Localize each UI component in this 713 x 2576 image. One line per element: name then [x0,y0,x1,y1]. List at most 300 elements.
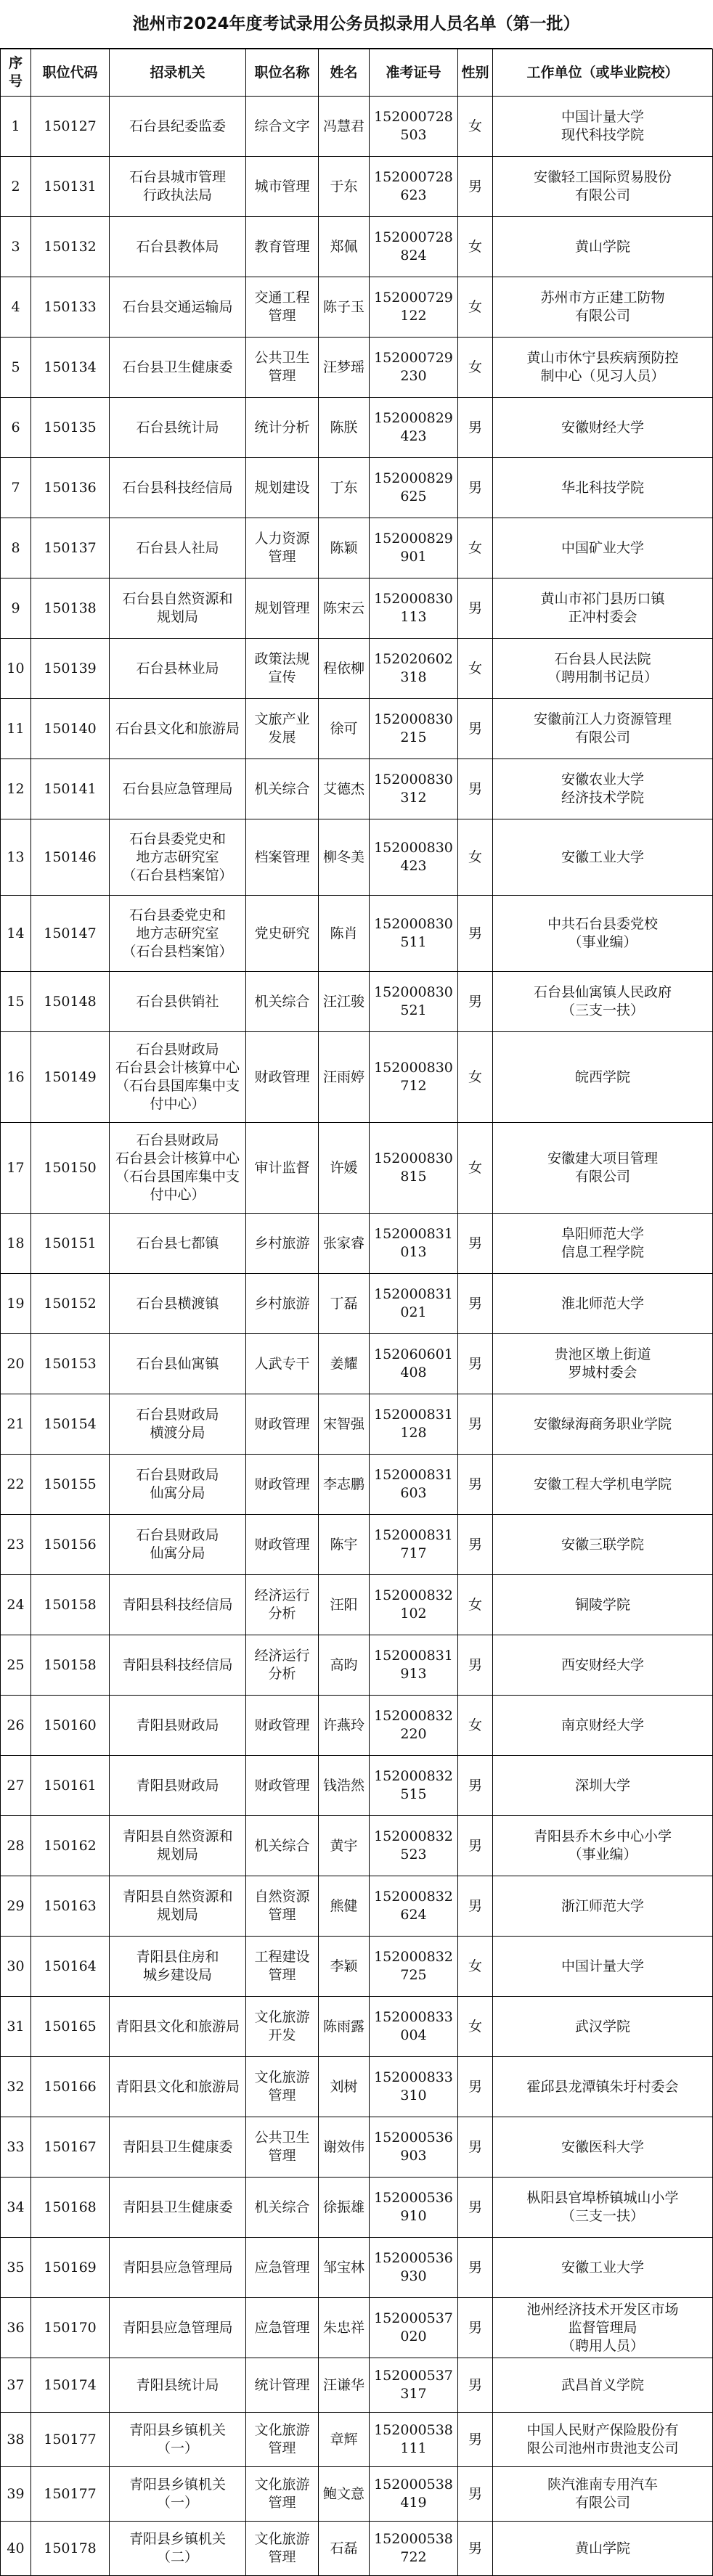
cell-gender: 男 [458,699,493,759]
cell-name: 汪阳 [319,1575,370,1635]
cell-unit: 安徽绿海商务职业学院 [493,1394,713,1455]
cell-name: 陈宋云 [319,578,370,639]
cell-position: 财政管理 [246,1394,319,1455]
cell-exam-number: 152000538722 [370,2522,458,2576]
cell-code: 150177 [31,2467,110,2522]
cell-gender: 男 [458,2298,493,2358]
table-row [1,1937,713,1997]
cell-name: 刘树 [319,2057,370,2117]
table-row [1,518,713,578]
cell-gender: 男 [458,759,493,819]
cell-gender: 男 [458,1394,493,1455]
cell-exam-number: 152020602318 [370,639,458,699]
table-row [1,1274,713,1334]
cell-gender: 女 [458,819,493,896]
cell-code: 150164 [31,1937,110,1997]
cell-agency: 石台县文化和旅游局 [110,699,246,759]
cell-agency: 石台县仙寓镇 [110,1334,246,1394]
cell-gender: 男 [458,2057,493,2117]
cell-name: 徐可 [319,699,370,759]
cell-unit: 西安财经大学 [493,1635,713,1696]
cell-unit: 池州经济技术开发区市场 监督管理局 （聘用人员） [493,2298,713,2358]
page-title: 池州市2024年度考试录用公务员拟录用人员名单（第一批） [0,0,712,49]
cell-exam-number: 152060601408 [370,1334,458,1394]
cell-seq: 20 [1,1334,31,1394]
cell-seq: 7 [1,458,31,518]
cell-agency: 石台县交通运输局 [110,277,246,338]
cell-exam-number: 152000829625 [370,458,458,518]
cell-exam-number: 152000729122 [370,277,458,338]
cell-code: 150151 [31,1214,110,1274]
cell-gender: 女 [458,217,493,277]
cell-position: 统计管理 [246,2358,319,2413]
cell-exam-number: 152000728824 [370,217,458,277]
cell-seq: 22 [1,1455,31,1515]
cell-code: 150155 [31,1455,110,1515]
cell-code: 150158 [31,1575,110,1635]
cell-position: 人武专干 [246,1334,319,1394]
cell-code: 150140 [31,699,110,759]
cell-code: 150141 [31,759,110,819]
cell-position: 政策法规宣传 [246,639,319,699]
cell-agency: 石台县财政局 石台县会计核算中心 （石台县国库集中支 付中心） [110,1123,246,1214]
cell-position: 公共卫生管理 [246,338,319,398]
cell-exam-number: 152000831603 [370,1455,458,1515]
cell-seq: 17 [1,1123,31,1214]
cell-position: 交通工程管理 [246,277,319,338]
table-row [1,1515,713,1575]
table-row [1,2057,713,2117]
header-exam-number: 准考证号 [370,49,458,97]
cell-code: 150170 [31,2298,110,2358]
cell-seq: 13 [1,819,31,896]
cell-unit: 石台县人民法院 （聘用制书记员） [493,639,713,699]
cell-position: 机关综合 [246,759,319,819]
table-row [1,97,713,157]
cell-position: 经济运行分析 [246,1635,319,1696]
table-row [1,1032,713,1123]
cell-gender: 男 [458,972,493,1032]
cell-seq: 24 [1,1575,31,1635]
cell-agency: 石台县委党史和 地方志研究室 （石台县档案馆） [110,896,246,972]
cell-code: 150160 [31,1696,110,1756]
cell-gender: 女 [458,1937,493,1997]
cell-position: 财政管理 [246,1756,319,1816]
cell-exam-number: 152000830712 [370,1032,458,1123]
cell-seq: 14 [1,896,31,972]
cell-code: 150152 [31,1274,110,1334]
cell-gender: 男 [458,578,493,639]
cell-seq: 38 [1,2413,31,2467]
table-row [1,1123,713,1214]
cell-seq: 21 [1,1394,31,1455]
cell-seq: 3 [1,217,31,277]
cell-seq: 40 [1,2522,31,2576]
cell-unit: 安徽三联学院 [493,1515,713,1575]
table-row [1,1455,713,1515]
cell-position: 财政管理 [246,1032,319,1123]
cell-code: 150161 [31,1756,110,1816]
cell-exam-number: 152000538111 [370,2413,458,2467]
cell-unit: 武昌首义学院 [493,2358,713,2413]
cell-name: 姜耀 [319,1334,370,1394]
cell-seq: 36 [1,2298,31,2358]
table-row [1,819,713,896]
cell-unit: 贵池区墩上街道 罗城村委会 [493,1334,713,1394]
cell-name: 程依柳 [319,639,370,699]
cell-position: 人力资源管理 [246,518,319,578]
cell-code: 150147 [31,896,110,972]
cell-unit: 黄山市祁门县历口镇 正冲村委会 [493,578,713,639]
cell-unit: 石台县仙寓镇人民政府 （三支一扶） [493,972,713,1032]
cell-seq: 32 [1,2057,31,2117]
cell-name: 朱忠祥 [319,2298,370,2358]
cell-name: 陈雨露 [319,1997,370,2057]
cell-code: 150178 [31,2522,110,2576]
cell-name: 艾德杰 [319,759,370,819]
cell-gender: 男 [458,157,493,217]
cell-gender: 男 [458,2238,493,2298]
cell-position: 规划管理 [246,578,319,639]
cell-position: 公共卫生管理 [246,2117,319,2178]
cell-seq: 35 [1,2238,31,2298]
cell-name: 徐振雄 [319,2178,370,2238]
table-row [1,2522,713,2576]
cell-gender: 女 [458,1997,493,2057]
cell-position: 规划建设 [246,458,319,518]
cell-unit: 黄山学院 [493,217,713,277]
cell-gender: 男 [458,1816,493,1876]
header-agency: 招录机关 [110,49,246,97]
cell-code: 150166 [31,2057,110,2117]
cell-name: 汪江骏 [319,972,370,1032]
table-row [1,578,713,639]
cell-gender: 男 [458,1274,493,1334]
cell-gender: 女 [458,518,493,578]
header-row [1,49,713,97]
table-row [1,157,713,217]
cell-seq: 1 [1,97,31,157]
cell-unit: 安徽农业大学 经济技术学院 [493,759,713,819]
cell-position: 文化旅游管理 [246,2522,319,2576]
cell-gender: 男 [458,1214,493,1274]
cell-exam-number: 152000830521 [370,972,458,1032]
cell-agency: 石台县委党史和 地方志研究室 （石台县档案馆） [110,819,246,896]
cell-gender: 男 [458,896,493,972]
table-row [1,1997,713,2057]
cell-gender: 男 [458,2358,493,2413]
cell-gender: 男 [458,2522,493,2576]
cell-agency: 青阳县统计局 [110,2358,246,2413]
cell-agency: 青阳县乡镇机关 （一） [110,2413,246,2467]
table-row [1,759,713,819]
cell-code: 150127 [31,97,110,157]
cell-seq: 23 [1,1515,31,1575]
cell-unit: 深圳大学 [493,1756,713,1816]
cell-name: 陈朕 [319,398,370,458]
cell-code: 150163 [31,1876,110,1937]
cell-unit: 皖西学院 [493,1032,713,1123]
cell-name: 冯慧君 [319,97,370,157]
cell-code: 150148 [31,972,110,1032]
cell-exam-number: 152000832523 [370,1816,458,1876]
cell-unit: 淮北师范大学 [493,1274,713,1334]
cell-gender: 男 [458,2178,493,2238]
cell-agency: 石台县卫生健康委 [110,338,246,398]
cell-gender: 女 [458,1032,493,1123]
cell-code: 150150 [31,1123,110,1214]
cell-seq: 15 [1,972,31,1032]
cell-name: 陈肖 [319,896,370,972]
cell-exam-number: 152000833004 [370,1997,458,2057]
cell-exam-number: 152000831717 [370,1515,458,1575]
cell-agency: 青阳县文化和旅游局 [110,2057,246,2117]
header-seq: 序号 [1,49,31,97]
table-row [1,1876,713,1937]
cell-unit: 华北科技学院 [493,458,713,518]
cell-gender: 女 [458,1696,493,1756]
cell-name: 张家睿 [319,1214,370,1274]
cell-name: 丁东 [319,458,370,518]
cell-agency: 青阳县自然资源和 规划局 [110,1816,246,1876]
cell-code: 150136 [31,458,110,518]
cell-name: 李志鹏 [319,1455,370,1515]
cell-agency: 青阳县住房和 城乡建设局 [110,1937,246,1997]
cell-code: 150139 [31,639,110,699]
cell-exam-number: 152000830113 [370,578,458,639]
cell-code: 150165 [31,1997,110,2057]
cell-gender: 女 [458,1123,493,1214]
cell-name: 鲍文意 [319,2467,370,2522]
cell-gender: 男 [458,398,493,458]
table-row [1,1696,713,1756]
cell-name: 邹宝林 [319,2238,370,2298]
cell-unit: 安徽建大项目管理 有限公司 [493,1123,713,1214]
cell-name: 李颖 [319,1937,370,1997]
cell-agency: 石台县应急管理局 [110,759,246,819]
cell-name: 汪梦瑶 [319,338,370,398]
cell-gender: 男 [458,2117,493,2178]
table-row [1,277,713,338]
table-row [1,1635,713,1696]
cell-position: 经济运行分析 [246,1575,319,1635]
cell-name: 熊健 [319,1876,370,1937]
cell-seq: 26 [1,1696,31,1756]
cell-unit: 安徽前江人力资源管理 有限公司 [493,699,713,759]
header-unit: 工作单位（或毕业院校） [493,49,713,97]
cell-agency: 石台县林业局 [110,639,246,699]
cell-seq: 4 [1,277,31,338]
cell-exam-number: 152000537020 [370,2298,458,2358]
cell-name: 钱浩然 [319,1756,370,1816]
cell-seq: 16 [1,1032,31,1123]
cell-seq: 25 [1,1635,31,1696]
cell-position: 统计分析 [246,398,319,458]
cell-name: 黄宇 [319,1816,370,1876]
cell-name: 许媛 [319,1123,370,1214]
cell-position: 档案管理 [246,819,319,896]
cell-seq: 28 [1,1816,31,1876]
cell-gender: 男 [458,1334,493,1394]
cell-gender: 女 [458,639,493,699]
cell-name: 柳冬美 [319,819,370,896]
table-row [1,896,713,972]
cell-agency: 青阳县卫生健康委 [110,2117,246,2178]
cell-agency: 青阳县应急管理局 [110,2238,246,2298]
cell-code: 150158 [31,1635,110,1696]
cell-agency: 石台县财政局 仙寓分局 [110,1515,246,1575]
cell-exam-number: 152000831913 [370,1635,458,1696]
cell-gender: 男 [458,1455,493,1515]
cell-gender: 女 [458,338,493,398]
cell-code: 150146 [31,819,110,896]
cell-unit: 苏州市方正建工防物 有限公司 [493,277,713,338]
cell-code: 150137 [31,518,110,578]
cell-unit: 霍邱县龙潭镇朱圩村委会 [493,2057,713,2117]
table-row [1,639,713,699]
header-gender: 性别 [458,49,493,97]
cell-name: 石磊 [319,2522,370,2576]
cell-code: 150134 [31,338,110,398]
cell-exam-number: 152000537317 [370,2358,458,2413]
cell-code: 150169 [31,2238,110,2298]
cell-gender: 男 [458,1756,493,1816]
cell-seq: 30 [1,1937,31,1997]
cell-exam-number: 152000831128 [370,1394,458,1455]
cell-agency: 青阳县财政局 [110,1756,246,1816]
cell-name: 汪雨婷 [319,1032,370,1123]
cell-code: 150132 [31,217,110,277]
table-row [1,338,713,398]
cell-agency: 石台县教体局 [110,217,246,277]
cell-agency: 石台县横渡镇 [110,1274,246,1334]
cell-unit: 安徽轻工国际贸易股份 有限公司 [493,157,713,217]
cell-unit: 安徽工程大学机电学院 [493,1455,713,1515]
cell-unit: 安徽工业大学 [493,819,713,896]
cell-name: 丁磊 [319,1274,370,1334]
cell-code: 150177 [31,2413,110,2467]
cell-position: 自然资源管理 [246,1876,319,1937]
cell-agency: 石台县统计局 [110,398,246,458]
table-row [1,217,713,277]
cell-position: 财政管理 [246,1696,319,1756]
cell-agency: 青阳县乡镇机关 （一） [110,2467,246,2522]
cell-exam-number: 152000832725 [370,1937,458,1997]
cell-exam-number: 152000832102 [370,1575,458,1635]
cell-seq: 11 [1,699,31,759]
cell-exam-number: 152000830215 [370,699,458,759]
cell-seq: 6 [1,398,31,458]
table-row [1,2413,713,2467]
cell-unit: 武汉学院 [493,1997,713,2057]
cell-code: 150133 [31,277,110,338]
cell-name: 谢效伟 [319,2117,370,2178]
cell-position: 综合文字 [246,97,319,157]
table-row [1,2117,713,2178]
cell-unit: 黄山学院 [493,2522,713,2576]
cell-exam-number: 152000832624 [370,1876,458,1937]
cell-position: 文化旅游管理 [246,2467,319,2522]
cell-position: 财政管理 [246,1515,319,1575]
cell-unit: 阜阳师范大学 信息工程学院 [493,1214,713,1274]
cell-name: 高昀 [319,1635,370,1696]
cell-name: 郑佩 [319,217,370,277]
cell-unit: 安徽财经大学 [493,398,713,458]
table-row [1,2358,713,2413]
cell-unit: 黄山市休宁县疾病预防控 制中心（见习人员） [493,338,713,398]
cell-code: 150131 [31,157,110,217]
cell-unit: 南京财经大学 [493,1696,713,1756]
cell-agency: 青阳县科技经信局 [110,1575,246,1635]
table-row [1,2238,713,2298]
cell-position: 应急管理 [246,2238,319,2298]
roster-table [0,49,713,2576]
table-row [1,1575,713,1635]
table-row [1,2178,713,2238]
table-row [1,1816,713,1876]
cell-exam-number: 152000831021 [370,1274,458,1334]
cell-seq: 12 [1,759,31,819]
cell-exam-number: 152000830511 [370,896,458,972]
cell-agency: 青阳县自然资源和 规划局 [110,1876,246,1937]
cell-agency: 青阳县应急管理局 [110,2298,246,2358]
cell-position: 教育管理 [246,217,319,277]
cell-exam-number: 152000832515 [370,1756,458,1816]
cell-agency: 石台县供销社 [110,972,246,1032]
cell-exam-number: 152000728623 [370,157,458,217]
table-row [1,1394,713,1455]
cell-code: 150174 [31,2358,110,2413]
cell-name: 陈宇 [319,1515,370,1575]
cell-position: 财政管理 [246,1455,319,1515]
table-row [1,1334,713,1394]
cell-seq: 19 [1,1274,31,1334]
table-body [1,97,713,2576]
cell-position: 乡村旅游 [246,1274,319,1334]
cell-code: 150168 [31,2178,110,2238]
table-row [1,2467,713,2522]
cell-code: 150153 [31,1334,110,1394]
cell-gender: 女 [458,277,493,338]
cell-unit: 陕汽淮南专用汽车 有限公司 [493,2467,713,2522]
cell-seq: 10 [1,639,31,699]
cell-unit: 中国计量大学 [493,1937,713,1997]
cell-position: 乡村旅游 [246,1214,319,1274]
cell-agency: 石台县财政局 石台县会计核算中心 （石台县国库集中支 付中心） [110,1032,246,1123]
cell-exam-number: 152000832220 [370,1696,458,1756]
cell-position: 机关综合 [246,2178,319,2238]
cell-gender: 女 [458,97,493,157]
cell-agency: 青阳县财政局 [110,1696,246,1756]
cell-seq: 34 [1,2178,31,2238]
cell-unit: 浙江师范大学 [493,1876,713,1937]
cell-gender: 男 [458,1515,493,1575]
cell-unit: 枞阳县官埠桥镇城山小学 （三支一扶） [493,2178,713,2238]
cell-agency: 青阳县科技经信局 [110,1635,246,1696]
cell-unit: 安徽医科大学 [493,2117,713,2178]
table-row [1,458,713,518]
cell-position: 机关综合 [246,972,319,1032]
cell-agency: 石台县人社局 [110,518,246,578]
cell-agency: 石台县科技经信局 [110,458,246,518]
header-name: 姓名 [319,49,370,97]
cell-code: 150138 [31,578,110,639]
cell-exam-number: 152000830423 [370,819,458,896]
cell-seq: 31 [1,1997,31,2057]
cell-code: 150149 [31,1032,110,1123]
cell-agency: 石台县纪委监委 [110,97,246,157]
cell-unit: 青阳县乔木乡中心小学 （事业编） [493,1816,713,1876]
